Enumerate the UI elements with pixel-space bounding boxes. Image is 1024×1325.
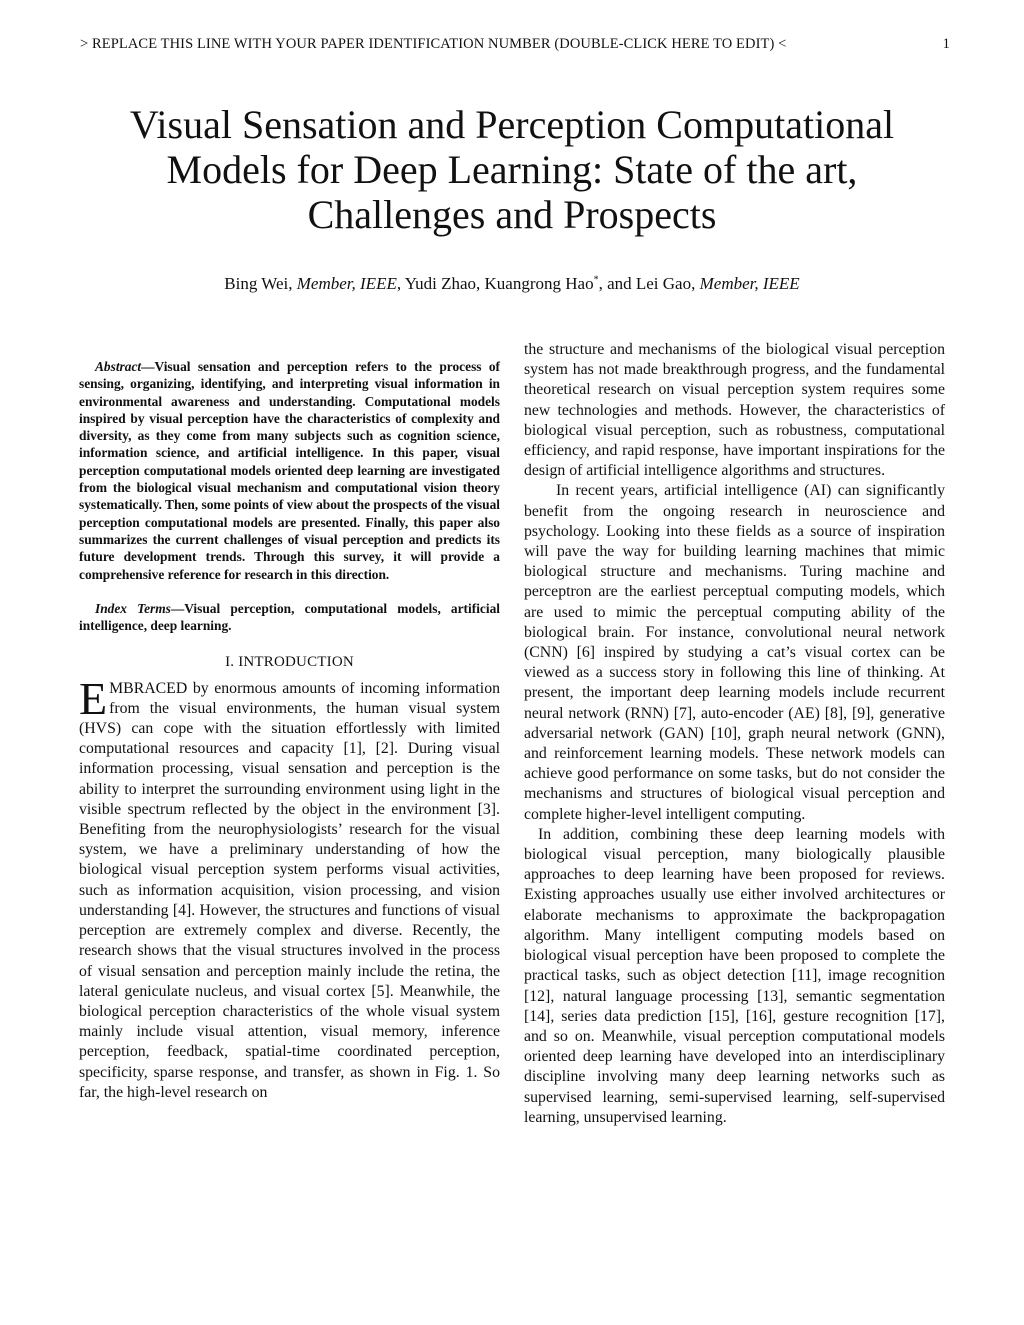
intro-paragraph-1 (79, 672, 500, 1103)
section-title-initial: I (238, 654, 244, 671)
intro-paragraph-1-continued: the structure and mechanisms of the biological visual perception system has not made breakthrough progress, and the fundamental theoretical research on visual perception system requires some new technologies and methods. However, the characteristics of biological visual perception, such as robustness, computational efficiency, and rapid response, have important inspirations for the design of artificial intelligence algorithms and structures. (524, 341, 945, 480)
author-4-role: Member, IEEE (699, 274, 800, 293)
right-column (524, 340, 945, 1128)
title-line-1: Visual Sensation and Perception Computational (129, 102, 895, 147)
section-title-rest: NTRODUCTION (243, 654, 354, 671)
index-terms (79, 600, 500, 635)
paper-identification-line[interactable]: > REPLACE THIS LINE WITH YOUR PAPER IDENTIFICATION NUMBER (DOUBLE-CLICK HERE TO EDIT) < (80, 36, 787, 52)
index-terms-label: Index Terms (95, 600, 171, 616)
drop-cap-letter: E (79, 672, 108, 724)
title-line-3: Challenges and Prospects (307, 192, 717, 237)
index-terms-text: —Visual perception, computational models, artificial intelligence, deep learning. (79, 600, 500, 634)
section-numeral: I. (225, 654, 235, 671)
page-number: 1 (942, 36, 950, 52)
author-1: Bing Wei, (224, 274, 297, 293)
author-1-role: Member, IEEE (296, 274, 397, 293)
author-list (0, 274, 1024, 294)
left-column (79, 358, 500, 1103)
author-4: , and Lei Gao, (598, 274, 700, 293)
corresponding-author-mark: * (593, 274, 599, 286)
abstract-text: —Visual sensation and perception refers to the process of sensing, organizing, identifying, and interpreting visual information in environmental awareness and understanding. Computational models inspired by visual perception have the characteristics of complexity and diversity, as they come from many subjects such as cognition science, information science, and artificial intelligence. In this paper, visual perception computational models oriented deep learning are investigated from the biological visual mechanism and computational vision theory systematically. Then, some points of view about the prospects of the visual perception computational models are presented. Finally, this paper also summarizes the current challenges of visual perception and predicts its future development trends. Through this survey, it will provide a comprehensive reference for research in this direction. (79, 359, 500, 582)
intro-paragraph-1-text: MBRACED by enormous amounts of incoming information from the visual environments, the human visual system (HVS) can cope with the situation effortlessly with limited computational resources and capacity [1], [2]. During visual information processing, visual sensation and perception is the ability to interpret the surrounding environment using light in the visible spectrum reflected by the object in the environment [3]. Benefiting from the neurophysiologists’ research for the visual system, we have a preliminary understanding of how the biological visual perception system performs visual activities, such as information acquisition, vision processing, and vision understanding [4]. However, the structures and functions of visual perception are extremely complex and diverse. Recently, the research shows that the visual structures involved in the process of visual sensation and perception mainly include the retina, the lateral geniculate nucleus, and visual cortex [5]. Meanwhile, the biological perception characteristics of the whole visual system mainly include visual attention, visual memory, inference perception, feedback, spatial-time coordinated perception, specificity, sparse response, and transfer, as shown in Fig. 1. So far, the high-level research on (79, 679, 500, 1101)
abstract (79, 358, 500, 583)
author-2-3: , Yudi Zhao, Kuangrong Hao (396, 274, 594, 293)
intro-paragraph-3: In addition, combining these deep learning models with biological visual perception, many biologically plausible approaches to deep learning have been proposed for reviews. Existing approaches usually use either involved architectures or elaborate mechanisms to approximate the backpropagation algorithm. Many intelligent computing models based on biological visual perception have been proposed to complete the practical tasks, such as object detection [11], image recognition [12], natural language processing [13], semantic segmentation [14], series data prediction [15], [16], gesture recognition [17], and so on. Meanwhile, visual perception computational models oriented deep learning have developed into an interdisciplinary discipline involving many deep learning networks such as supervised learning, semi-supervised learning, self-supervised learning, unsupervised learning. (524, 825, 945, 1126)
paper-title (112, 102, 912, 237)
abstract-label: Abstract (95, 359, 142, 374)
section-heading-introduction (79, 652, 500, 672)
title-line-2: Models for Deep Learning: State of the art, (166, 147, 858, 192)
intro-paragraph-2: In recent years, artificial intelligence (AI) can significantly benefit from the ongoing research in neuroscience and psychology. Looking into these fields as a source of inspiration will pave the way for building learning machines that mimic biological structure and mechanisms. Turing machine and perceptron are the earliest perceptual computing models, which are used to mimic the perceptual computing ability of the biological brain. For instance, convolutional neural network (CNN) [6] inspired by studying a cat’s visual cortex can be viewed as a success story in following this line of thinking. At present, the important deep learning models include recurrent neural network (RNN) [7], auto-encoder (AE) [8], [9], generative adversarial network (GAN) [10], graph neural network (GNN), and reinforcement learning models. These network models can achieve good performance on some tasks, but do not consider the mechanisms and structures of biological visual perception and complete higher-level intelligent computing. (524, 482, 945, 823)
